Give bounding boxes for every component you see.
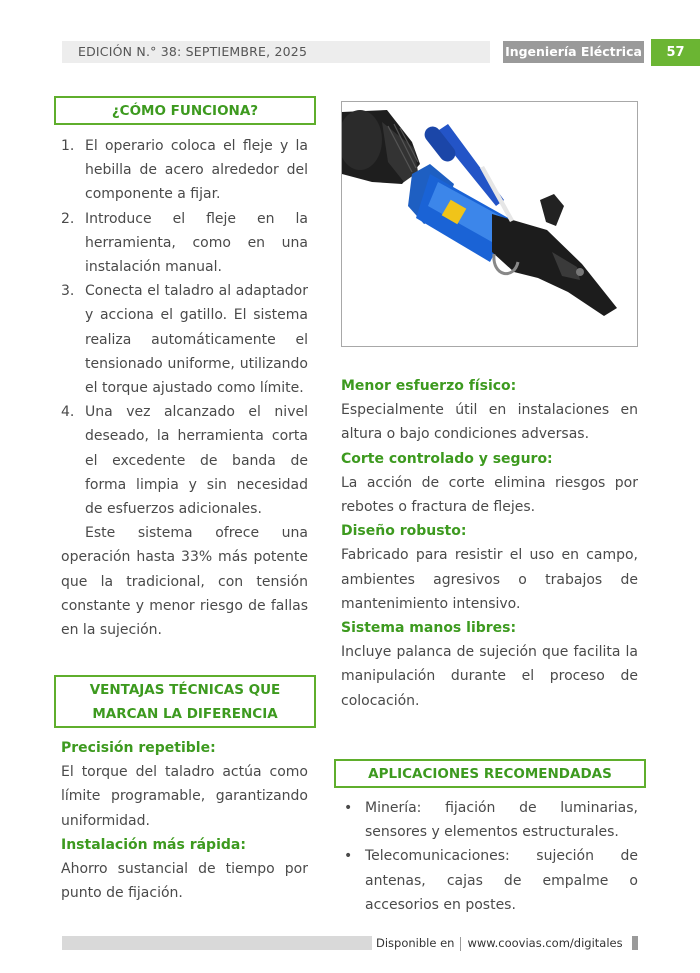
section-label: Ingeniería Eléctrica (503, 41, 644, 63)
footer-bar (62, 936, 372, 950)
list-item (341, 796, 638, 844)
advantage-text: Fabricado para resistir el uso en campo, ambientes agresivos o trabajos de mantenimiento intensivo. (341, 547, 638, 612)
advantage-text: Ahorro sustancial de tiempo por punto de fijación. (61, 861, 308, 902)
footer-url-link[interactable]: www.coovias.com/digitales (467, 936, 623, 950)
list-item (61, 400, 308, 521)
step-number: 3. (61, 283, 75, 300)
step-number: 2. (61, 210, 75, 227)
applications-column (341, 796, 638, 917)
how-it-works-column (61, 134, 308, 642)
advantage-text: La acción de corte elimina riesgos por rebotes o fractura de flejes. (341, 474, 638, 516)
bullet-icon: • (344, 800, 353, 816)
advantage-text: El torque del taladro actúa como límite programable, garantizando uniformidad. (61, 764, 308, 829)
advantage-heading: Menor esfuerzo físico: (341, 378, 517, 394)
list-item (61, 207, 308, 280)
advantages-title-line1: VENTAJAS TÉCNICAS QUE (89, 681, 281, 698)
advantages-title-line2: MARCAN LA DIFERENCIA (92, 705, 278, 722)
system-paragraph: Este sistema ofrece una operación hasta 33% más potente que la tradicional, con tensión constante y menor riesgo de fallas en la sujeción. (61, 525, 308, 639)
advantages-title-box (54, 675, 316, 728)
footer-end-mark (632, 936, 638, 950)
step-text: Introduce el fleje en la herramienta, como en una instalación manual. (85, 210, 308, 276)
applications-list (341, 796, 638, 917)
advantages-right-column (341, 374, 638, 713)
footer-divider (460, 937, 461, 951)
product-photo (341, 101, 638, 347)
advantage-heading: Sistema manos libres: (341, 620, 517, 637)
list-item (61, 279, 308, 400)
advantage-text: Especialmente útil en instalaciones en altura o bajo condiciones adversas. (341, 402, 638, 443)
advantage-heading: Diseño robusto: (341, 523, 467, 540)
strapping-tool-drill-adapter-image (342, 102, 637, 346)
applications-title-box (334, 759, 646, 788)
step-text: Una vez alcanzado el nivel deseado, la herramienta corta el excedente de banda de forma limpia y sin necesidad de esfuerzos adicionales. (85, 404, 308, 518)
application-text: Telecomunicaciones: sujeción de antenas, cajas de empalme o accesorios en postes. (365, 848, 638, 913)
step-number: 4. (61, 404, 75, 421)
application-text: Minería: fijación de luminarias, sensores y elementos estructurales. (365, 800, 638, 841)
footer-label: Disponible en (376, 936, 455, 950)
list-item (341, 844, 638, 917)
step-text: Conecta el taladro al adaptador y acciona el gatillo. El sistema realiza automáticamente el tensionado uniforme, utilizando el torque ajustado como límite. (85, 283, 308, 397)
advantage-heading: Corte controlado y seguro: (341, 450, 553, 467)
footer (376, 934, 632, 952)
advantage-heading: Precisión repetible: (61, 740, 216, 756)
bullet-icon: • (344, 848, 353, 865)
how-it-works-title-box (54, 96, 316, 125)
advantage-heading: Instalación más rápida: (61, 836, 246, 853)
advantage-text: Incluye palanca de sujeción que facilita la manipulación durante el proceso de colocación. (341, 644, 638, 709)
list-item (61, 134, 308, 207)
how-it-works-title: ¿CÓMO FUNCIONA? (111, 102, 259, 119)
edition-label: EDICIÓN N.° 38: SEPTIEMBRE, 2025 (62, 41, 490, 63)
step-number: 1. (61, 138, 75, 154)
page-number: 57 (651, 39, 700, 66)
steps-list (61, 134, 308, 521)
advantages-left-column (61, 736, 308, 905)
step-text: El operario coloca el fleje y la hebilla de acero alrededor del componente a fijar. (85, 138, 308, 203)
applications-title: APLICACIONES RECOMENDADAS (368, 765, 612, 782)
